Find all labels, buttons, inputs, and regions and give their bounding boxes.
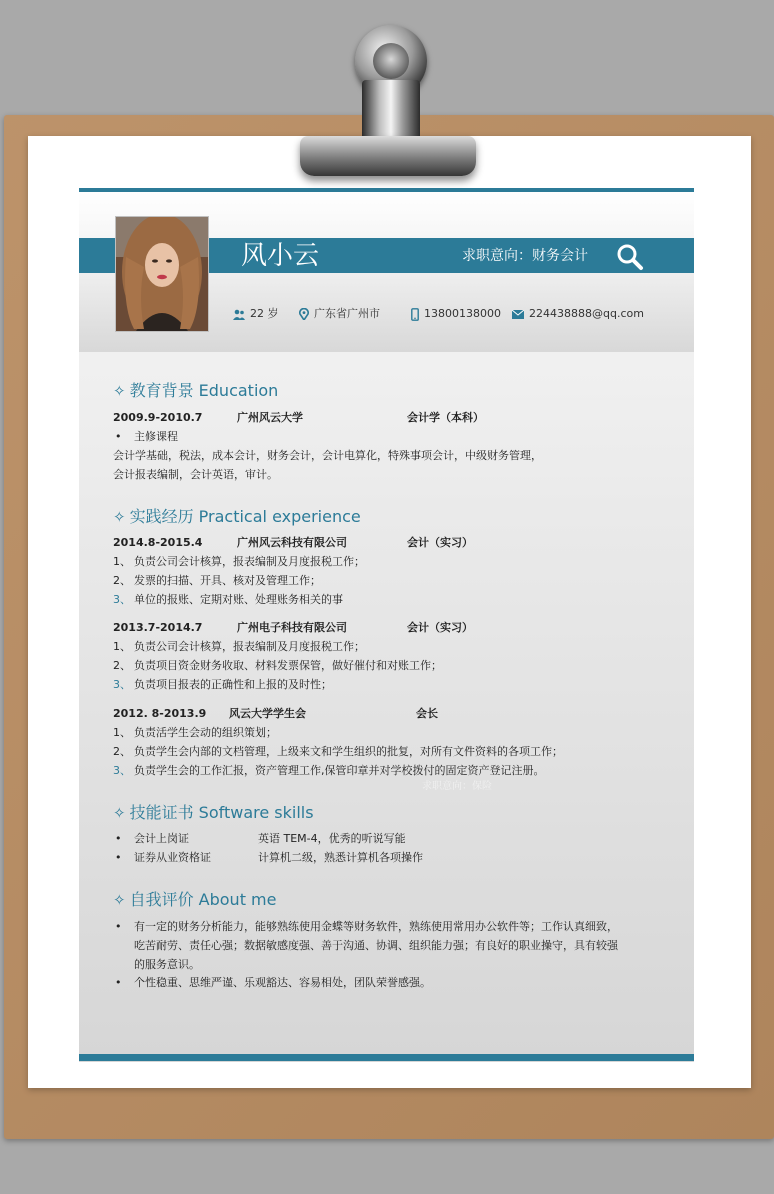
- watermark-text: 求职意向：保险: [422, 781, 492, 792]
- email-text: 224438888@qq.com: [529, 307, 644, 320]
- job-item: 负责公司会计核算，报表编制及月度报税工作；: [134, 555, 365, 568]
- job-period: 2014.8-2015.4: [113, 536, 203, 549]
- job-intention: 求职意向：财务会计: [462, 248, 588, 264]
- experience-title: 实践经历 Practical experience: [129, 507, 361, 526]
- about-heading: [113, 889, 277, 911]
- job-item: 负责活学生会动的组织策划；: [134, 726, 277, 739]
- job-period: 2013.7-2014.7: [113, 621, 203, 634]
- item-number: 3、: [113, 593, 131, 606]
- job-org: 广州电子科技有限公司: [237, 621, 347, 634]
- bullet-dot: •: [115, 920, 122, 933]
- job-item: 负责公司会计核算，报表编制及月度报税工作；: [134, 640, 365, 653]
- job-org: 风云大学学生会: [229, 707, 306, 720]
- item-number: 2、: [113, 659, 131, 672]
- experience-heading: [113, 506, 361, 528]
- job-item: 发票的扫描、开具、核对及管理工作；: [134, 574, 321, 587]
- bullet-dot: •: [115, 430, 122, 443]
- binder-clip-neck: [362, 80, 420, 142]
- about-line-2: 吃苦耐劳、责任心强；数据敏感度强、善于沟通、协调、组织能力强；有良好的职业操守，具有较强: [134, 939, 618, 952]
- education-school: 广州风云大学: [237, 411, 303, 424]
- education-period: 2009.9-2010.7: [113, 411, 203, 424]
- location-info: [299, 306, 380, 322]
- skills-heading: [113, 802, 314, 824]
- job-item: 负责项目报表的正确性和上报的及时性；: [134, 678, 332, 691]
- job-item: 负责学生会内部的文档管理，上级来文和学生组织的批复，对所有文件资料的各项工作；: [134, 745, 563, 758]
- job-role: 会计（实习）: [407, 621, 473, 634]
- item-number: 1、: [113, 555, 131, 568]
- binder-clip-hole: [373, 43, 409, 79]
- education-courses-line-1: 会计学基础，税法，成本会计，财务会计，会计电算化，特殊事项会计，中级财务管理，: [113, 449, 542, 462]
- job-item: 负责项目资金财务收取、材料发票保管，做好催付和对账工作；: [134, 659, 442, 672]
- candidate-name: 风小云: [241, 241, 320, 271]
- education-heading: [113, 380, 278, 402]
- location-pin-icon: [299, 308, 309, 320]
- skill-left: 会计上岗证: [134, 832, 189, 845]
- about-title: 自我评价 About me: [129, 890, 277, 909]
- bullet-dot: •: [115, 832, 122, 845]
- bullet-dot: •: [115, 851, 122, 864]
- person-icon: [233, 309, 245, 320]
- skill-right: 计算机二级，熟悉计算机各项操作: [258, 851, 423, 864]
- star-icon: ✧: [113, 804, 126, 822]
- search-icon: [616, 243, 644, 271]
- phone-info: [411, 306, 501, 322]
- job-period: 2012. 8-2013.9: [113, 707, 207, 720]
- skill-right: 英语 TEM-4，优秀的听说写能: [258, 832, 406, 845]
- education-major: 会计学（本科）: [407, 411, 484, 424]
- item-number: 2、: [113, 745, 131, 758]
- item-number: 2、: [113, 574, 131, 587]
- star-icon: ✧: [113, 508, 126, 526]
- top-accent-rule: [79, 188, 694, 192]
- job-item: 负责学生会的工作汇报，资产管理工作,保管印章并对学校拨付的固定资产登记注册。: [134, 764, 545, 777]
- job-item: 单位的报账、定期对账、处理账务相关的事: [134, 593, 343, 606]
- job-role: 会计（实习）: [407, 536, 473, 549]
- star-icon: ✧: [113, 382, 126, 400]
- about-line-4: 个性稳重、思维严谨、乐观豁达、容易相处，团队荣誉感强。: [134, 976, 431, 989]
- age-text: 22 岁: [250, 307, 279, 320]
- education-title: 教育背景 Education: [129, 381, 279, 400]
- education-courses-line-2: 会计报表编制，会计英语，审计。: [113, 468, 278, 481]
- education-courses-label: 主修课程: [134, 430, 178, 443]
- job-role: 会长: [416, 707, 438, 720]
- phone-icon: [411, 308, 419, 321]
- skill-left: 证券从业资格证: [134, 851, 211, 864]
- phone-text: 13800138000: [424, 307, 501, 320]
- profile-photo: [115, 216, 209, 332]
- job-org: 广州风云科技有限公司: [237, 536, 347, 549]
- age-info: [233, 306, 279, 322]
- binder-clip-base: [300, 136, 476, 176]
- star-icon: ✧: [113, 891, 126, 909]
- location-text: 广东省广州市: [314, 307, 380, 320]
- bottom-accent-rule: [79, 1054, 694, 1061]
- email-icon: [512, 310, 524, 319]
- bullet-dot: •: [115, 976, 122, 989]
- item-number: 1、: [113, 640, 131, 653]
- skills-title: 技能证书 Software skills: [129, 803, 314, 822]
- about-line-3: 的服务意识。: [134, 958, 200, 971]
- item-number: 3、: [113, 678, 131, 691]
- about-line-1: 有一定的财务分析能力，能够熟练使用金蝶等财务软件，熟练使用常用办公软件等；工作认真细致，: [134, 920, 618, 933]
- email-info: [512, 306, 644, 322]
- item-number: 3、: [113, 764, 131, 777]
- item-number: 1、: [113, 726, 131, 739]
